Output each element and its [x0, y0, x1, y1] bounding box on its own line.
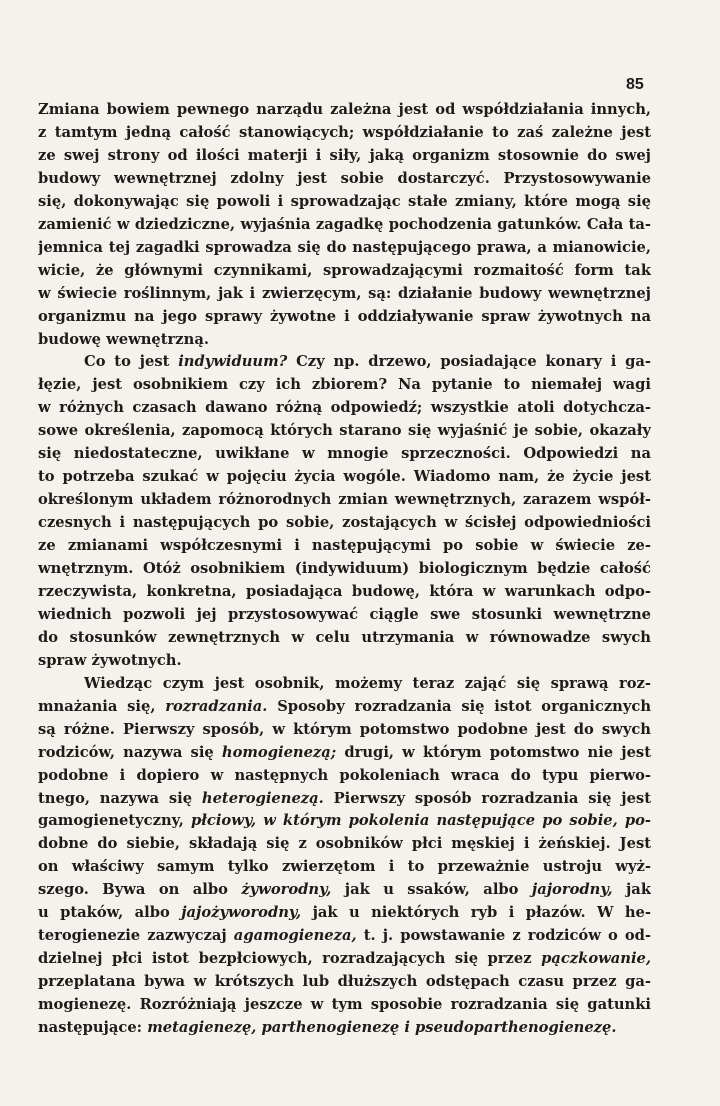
text-line	[38, 856, 651, 878]
italic-term: metagienezę, parthenogienezę i pseudoparthenogienezę.	[147, 1019, 617, 1036]
text-line	[38, 696, 651, 718]
text-line	[38, 879, 651, 901]
text-line	[38, 902, 651, 924]
text-line	[38, 765, 651, 787]
text-segment: sowe określenia, zapomocą których starano się wyjaśnić je sobie, okazały	[38, 422, 651, 440]
text-line	[38, 283, 651, 305]
text-segment: spraw żywotnych.	[38, 651, 182, 669]
text-line	[38, 420, 651, 442]
italic-term: jajorodny,	[531, 881, 613, 899]
text-segment: t. j. powstawanie z rodziców o od-	[356, 927, 651, 945]
text-segment: ze zmianami współczesnymi i następującymi po sobie w świecie ze-	[38, 537, 651, 554]
text-segment: się, dokonywając się powoli i sprowadzając stałe zmiany, które mogą się	[38, 192, 651, 210]
italic-term: jajożyworodny,	[181, 904, 302, 922]
text-line	[38, 214, 651, 236]
text-segment: są różne. Pierwszy sposób, w którym potomstwo podobne jest do swych	[38, 720, 651, 738]
text-line	[38, 925, 651, 947]
text-segment: mnażania się,	[38, 697, 166, 715]
text-segment: określonym układem różnorodnych zmian wewnętrznych, zarazem współ-	[38, 491, 651, 509]
text-line	[84, 351, 651, 373]
text-segment: rzeczywista, konkretna, posiadająca budowę, która w warunkach odpo-	[38, 583, 651, 600]
text-line	[38, 122, 651, 144]
text-line	[38, 994, 651, 1016]
text-segment: jemnica tej zagadki sprowadza się do następującego prawa, a mianowicie,	[38, 238, 651, 256]
italic-term: heterogienezą.	[201, 789, 324, 807]
text-line	[38, 397, 651, 419]
text-line	[38, 627, 651, 649]
text-line	[38, 145, 651, 167]
text-segment: Zmiana bowiem pewnego narządu zależna jest od współdziałania innych,	[38, 101, 651, 118]
text-segment: do stosunków zewnętrznych w celu utrzymania w równowadze swych	[38, 628, 651, 646]
text-line	[38, 329, 651, 351]
text-segment: on właściwy samym tylko zwierzętom i to przeważnie ustroju wyż-	[38, 858, 651, 876]
text-segment: mogienezę. Rozróżniają jeszcze w tym sposobie rozradzania się gatunki	[38, 996, 651, 1013]
text-segment: wiednich pozwoli jej przystosowywać ciągle swe stosunki wewnętrzne	[38, 605, 651, 623]
italic-term: żyworodny,	[241, 881, 332, 899]
text-segment: Czy np. drzewo, posiadające konary i ga-	[287, 353, 651, 371]
italic-term: pączkowanie,	[541, 950, 651, 968]
italic-term: homogienezą;	[221, 743, 337, 761]
text-line	[38, 558, 651, 580]
text-segment: łęzie, jest osobnikiem czy ich zbiorem? Na pytanie to niemałej wagi	[38, 376, 651, 394]
text-line	[38, 306, 651, 328]
text-segment: w różnych czasach dawano różną odpowiedź; wszystkie atoli dotychcza-	[38, 399, 651, 417]
text-line	[38, 788, 651, 810]
text-line	[38, 168, 651, 190]
italic-term: agamogieneza,	[233, 927, 357, 945]
text-segment: u ptaków, albo	[38, 904, 182, 922]
text-line	[38, 260, 651, 282]
text-line	[38, 466, 651, 488]
text-segment: terogienezie zazwyczaj	[38, 927, 234, 945]
page-number: 85	[626, 76, 644, 93]
text-line	[38, 971, 651, 993]
text-line	[38, 604, 651, 626]
text-line	[38, 191, 651, 213]
text-segment: jak u ssaków, albo	[331, 881, 532, 899]
text-segment: dzielnej płci istot bezpłciowych, rozradzających się przez	[38, 950, 542, 968]
text-segment: Sposoby rozradzania się istot organicznych	[267, 697, 651, 715]
text-segment: ze swej strony od ilości materji i siły, jaką organizm stosownie do swej	[38, 146, 651, 164]
text-segment: przeplatana bywa w krótszych lub dłuższych odstępach czasu przez ga-	[38, 973, 651, 991]
text-segment: Co to jest	[84, 353, 179, 371]
text-segment: tnego, nazywa się	[38, 789, 202, 807]
text-segment: dobne do siebie, składają się z osobników płci męskiej i żeńskiej. Jest	[38, 835, 651, 853]
text-segment: Pierwszy sposób rozradzania się jest	[323, 789, 651, 807]
text-segment: w świecie roślinnym, jak i zwierzęcym, są: działanie budowy wewnętrznej	[38, 284, 651, 302]
text-line	[38, 742, 651, 764]
italic-term: indywiduum?	[178, 353, 288, 371]
text-segment: budowy wewnętrznej zdolny jest sobie dostarczyć. Przystosowywanie	[38, 169, 651, 187]
text-line	[38, 948, 651, 970]
text-segment: Wiedząc czym jest osobnik, możemy teraz zająć się sprawą roz-	[84, 674, 651, 692]
text-segment: się niedostateczne, uwikłane w mnogie sprzeczności. Odpowiedzi na	[38, 445, 651, 463]
text-line	[38, 237, 651, 259]
text-segment: jak	[612, 881, 651, 899]
text-line	[84, 673, 651, 695]
text-line	[38, 99, 651, 121]
text-line	[38, 719, 651, 741]
text-segment: wicie, że głównymi czynnikami, sprowadzającymi rozmaitość form tak	[38, 261, 651, 279]
text-segment: wnętrznym. Otóż osobnikiem (indywiduum) biologicznym będzie całość	[38, 560, 651, 577]
text-segment: zamienić w dziedziczne, wyjaśnia zagadkę pochodzenia gatunków. Cała ta-	[38, 215, 651, 233]
text-segment: następujące:	[38, 1019, 148, 1036]
italic-term: płciowy, w którym pokolenia następujące po sobie, po-	[183, 812, 651, 830]
text-line	[38, 535, 651, 557]
text-segment: gamogienetyczny,	[38, 812, 184, 830]
text-line	[38, 374, 651, 396]
text-line	[38, 810, 651, 832]
text-segment: z tamtym jedną całość stanowiących; współdziałanie to zaś zależne jest	[38, 124, 651, 141]
italic-term: rozradzania.	[165, 697, 268, 715]
text-line	[38, 489, 651, 511]
text-segment: to potrzeba szukać w pojęciu życia wogóle. Wiadomo nam, że życie jest	[38, 468, 651, 486]
text-line	[38, 833, 651, 855]
text-segment: rodziców, nazywa się	[38, 743, 222, 761]
text-line	[38, 650, 651, 672]
text-line	[38, 443, 651, 465]
text-segment: jak u niektórych ryb i płazów. W he-	[301, 904, 651, 922]
text-segment: drugi, w którym potomstwo nie jest	[336, 743, 651, 761]
text-segment: szego. Bywa on albo	[38, 881, 242, 899]
text-line	[38, 512, 651, 534]
text-segment: budowę wewnętrzną.	[38, 330, 209, 348]
text-line	[38, 581, 651, 603]
text-segment: organizmu na jego sprawy żywotne i oddziaływanie spraw żywotnych na	[38, 307, 651, 325]
text-segment: podobne i dopiero w następnych pokoleniach wraca do typu pierwo-	[38, 766, 651, 784]
text-segment: czesnych i następujących po sobie, zostających w ścisłej odpowiedniości	[38, 514, 651, 532]
text-line	[38, 1017, 651, 1039]
